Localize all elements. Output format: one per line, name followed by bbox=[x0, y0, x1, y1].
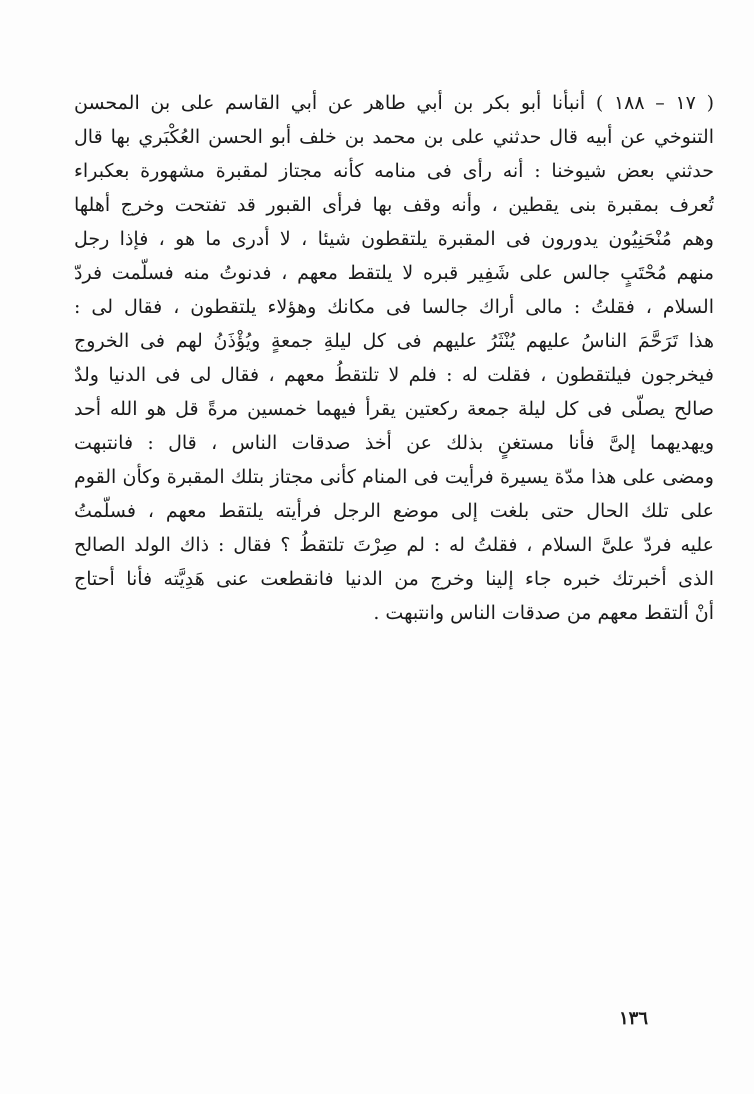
text-line: منهم مُحْتَبٍ جالس على شَفِير قبره لا يلتقط معهم ، فدنوتُ منه فسلّمت فردّ bbox=[74, 262, 714, 284]
text-line: الذى أخبرتك خبره جاء إلينا وخرج من الدنيا فانقطعت عنى هَدِيَّته فأنا أحتاج bbox=[74, 568, 714, 590]
text-line: حدثني بعض شيوخنا : أنه رأى فى منامه كأنه مجتاز لمقبرة مشهورة بعكبراء bbox=[74, 160, 714, 182]
page-number: ١٣٦ bbox=[619, 1008, 649, 1029]
text-line: عليه فردّ علىَّ السلام ، فقلتُ له : لم صِرْتَ تلتقطُ ؟ فقال : ذاك الولد الصالح bbox=[74, 534, 714, 556]
text-line: هذا تَرَحَّمَ الناسُ عليهم يُنْثَرُ عليهم فى كل ليلةِ جمعةٍ ويُؤْذَنُ لهم فى الخروج bbox=[74, 330, 714, 352]
text-line-last: أنْ ألتقط معهم من صدقات الناس وانتبهت . bbox=[373, 602, 714, 624]
text-line: ومضى على هذا مدّة يسيرة فرأيت فى المنام كأنى مجتاز بتلك المقبرة وكأن القوم bbox=[74, 466, 714, 488]
text-line: التنوخي عن أبيه قال حدثني على بن محمد بن خلف أبو الحسن العُكْبَري بها قال bbox=[74, 126, 714, 148]
text-line: صالح يصلّى فى كل ليلة جمعة ركعتين يقرأ فيهما خمسين مرةً قل هو الله أحد bbox=[74, 398, 714, 420]
text-line: فيخرجون فيلتقطون ، فقلت له : فلم لا تلتقطُ معهم ، فقال لى فى الدنيا ولدٌ bbox=[74, 364, 714, 386]
text-line: ( ١٧ – ١٨٨ ) أنبأنا أبو بكر بن أبي طاهر عن أبي القاسم على بن المحسن bbox=[74, 92, 714, 114]
text-line: تُعرف بمقبرة بنى يقطين ، وأنه وقف بها فرأى القبور قد تفتحت وخرج أهلها bbox=[74, 194, 714, 216]
hadith-text-block bbox=[74, 86, 714, 630]
text-line: ويهديهما إلىَّ فأنا مستغنٍ بذلك عن أخذ صدقات الناس ، قال : فانتبهت bbox=[74, 432, 714, 454]
text-line: وهم مُنْحَنِيُون يدورون فى المقبرة يلتقطون شيئا ، لا أدرى ما هو ، فإذا رجل bbox=[74, 228, 714, 250]
text-line: السلام ، فقلتُ : مالى أراك جالسا فى مكانك وهؤلاء يلتقطون ، فقال لى : bbox=[74, 296, 714, 318]
text-line: على تلك الحال حتى بلغت إلى موضع الرجل فرأيته يلتقط معهم ، فسلّمتُ bbox=[74, 500, 714, 522]
